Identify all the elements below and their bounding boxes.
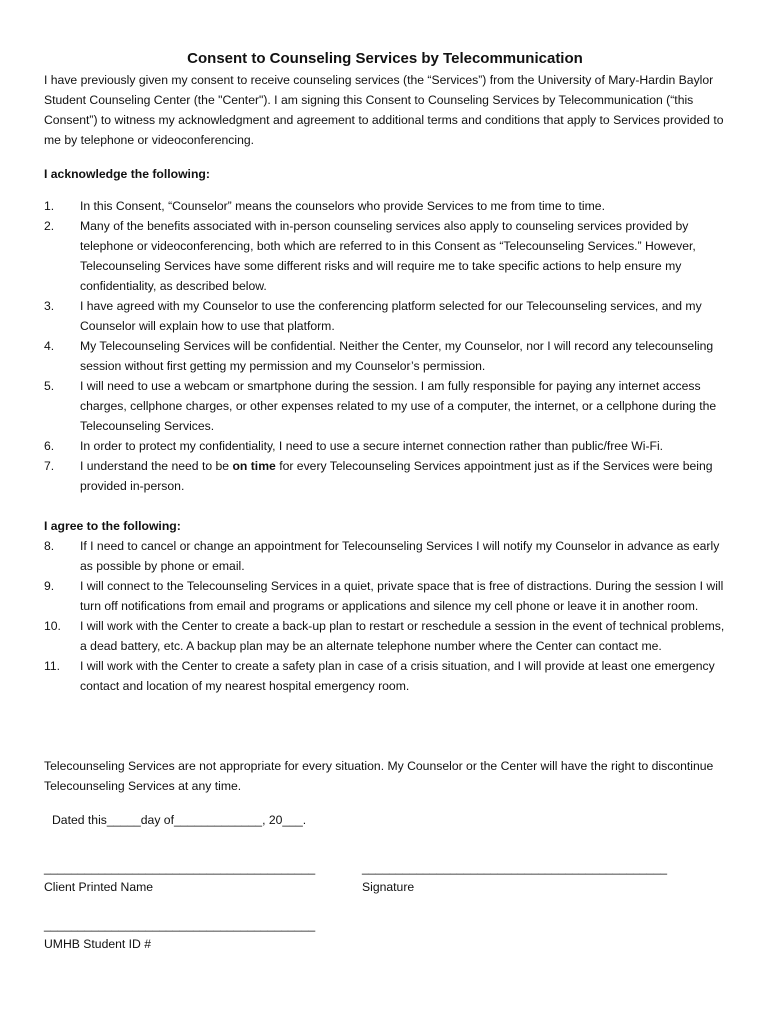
closing-paragraph: Telecounseling Services are not appropriate for every situation. My Counselor or the Center will have the right to discontinue Telecounseling Services at any time.	[44, 759, 714, 793]
item-number: 4.	[44, 339, 55, 353]
item-text: Many of the benefits associated with in-person counseling services also apply to counseling services provided by telephone or videoconferencing, both which are referred to in this Consent as “Telecounseling Services.” However, Telecounseling Services have some different risks and will require me to take specific actions to help ensure my confidentiality, as described below.	[80, 219, 696, 293]
item-text: I will need to use a webcam or smartphone during the session. I am fully responsible for paying any internet access charges, cellphone charges, or other expenses related to my use of a computer, the internet, or a cellphone during the Telecounseling Services.	[80, 379, 717, 433]
list-item	[44, 536, 734, 576]
item-text: In order to protect my confidentiality, I need to use a secure internet connection rather than public/free Wi-Fi.	[80, 439, 664, 453]
list-item	[44, 336, 734, 376]
item-text: I have agreed with my Counselor to use the conferencing platform selected for our Telecounseling services, and my Counselor will explain how to use that platform.	[80, 299, 702, 333]
list-item	[44, 296, 734, 336]
signature-label: Signature	[362, 880, 415, 894]
item-number: 10.	[44, 619, 61, 633]
item-number: 3.	[44, 299, 55, 313]
intro-paragraph: I have previously given my consent to receive counseling services (the “Services”) from the University of Mary-Hardin Baylor Student Counseling Center (the "Center"). I am signing this Consent to Counseling Services by Telecommunication (“this Consent”) to witness my acknowledgment and agreement to additional terms and conditions that apply to Services provided to me by telephone or videoconferencing.	[44, 73, 724, 147]
list-item	[44, 196, 734, 216]
item-number: 5.	[44, 379, 55, 393]
item-number: 1.	[44, 199, 55, 213]
acknowledge-list	[44, 196, 734, 496]
list-item	[44, 456, 734, 496]
item-number: 2.	[44, 219, 55, 233]
item-text: I will work with the Center to create a back-up plan to restart or reschedule a session in the event of technical problems, a dead battery, etc. A backup plan may be an alternate telephone number where the Center can contact me.	[80, 619, 725, 653]
item-text-end: for every Telecounseling Services appointment just as if the Services were being provided in-person.	[80, 459, 713, 493]
document-title: Consent to Counseling Services by Telecommunication	[187, 50, 583, 67]
student-id-line[interactable]: ________________________________________	[44, 918, 316, 932]
item-text: In this Consent, “Counselor” means the counselors who provide Services to me from time to time.	[80, 199, 605, 213]
list-item	[44, 216, 734, 296]
student-id-label: UMHB Student ID #	[44, 937, 152, 951]
item-number: 6.	[44, 439, 55, 453]
item-number: 7.	[44, 459, 55, 473]
list-item	[44, 656, 734, 696]
acknowledge-heading: I acknowledge the following:	[44, 167, 210, 181]
item-text-start: I understand the need to be	[80, 459, 233, 473]
list-item	[44, 436, 734, 456]
item-text: If I need to cancel or change an appointment for Telecounseling Services I will notify my Counselor in advance as early as possible by phone or email.	[80, 539, 720, 573]
item-number: 8.	[44, 539, 55, 553]
agree-list	[44, 536, 734, 696]
signature-line[interactable]: _____________________________________________	[362, 861, 668, 875]
list-item	[44, 376, 734, 436]
item-text: I will connect to the Telecounseling Services in a quiet, private space that is free of distractions. During the session I will turn off notifications from email and programs or applications and silence my cell phone or leave it in another room.	[80, 579, 724, 613]
list-item	[44, 576, 734, 616]
item-text: I will work with the Center to create a safety plan in case of a crisis situation, and I will provide at least one emergency contact and location of my nearest hospital emergency room.	[80, 659, 715, 693]
dated-line[interactable]: Dated this_____day of_____________, 20___.	[52, 813, 307, 827]
client-name-label: Client Printed Name	[44, 880, 154, 894]
client-name-line[interactable]: ________________________________________	[44, 861, 316, 875]
item-text: My Telecounseling Services will be confidential. Neither the Center, my Counselor, nor I will record any telecounseling session without first getting my permission and my Counselor’s permission.	[80, 339, 714, 373]
item-number: 9.	[44, 579, 55, 593]
list-item	[44, 616, 734, 656]
item-text-emphasis: on time	[232, 459, 276, 473]
agree-heading: I agree to the following:	[44, 519, 181, 533]
item-number: 11.	[44, 659, 61, 673]
